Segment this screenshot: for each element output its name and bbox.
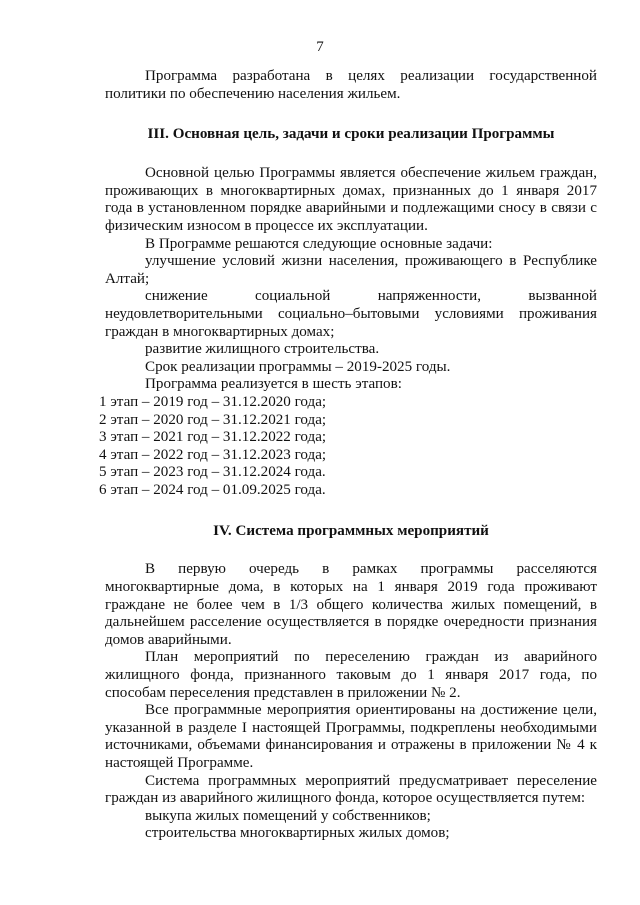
tasks-intro: В Программе решаются следующие основные задачи: (145, 235, 493, 252)
p1-line-4: дальнейшем расселение осуществляется в порядке очередности признания (105, 614, 597, 631)
intro-line-1: Программа разработана в целях реализации государственной (145, 68, 597, 84)
goal-line-1: Основной целью Программы является обеспечение жильем граждан, (145, 165, 597, 182)
intro-line-2: политики по обеспечению населения жильем. (105, 85, 401, 102)
stage-item: 1 этап – 2019 год – 31.12.2020 года; (99, 393, 327, 410)
section-4-heading: IV. Система программных мероприятий (213, 523, 489, 540)
p4-line-2: граждан из аварийного жилищного фонда, которое осуществляется путем: (105, 790, 586, 807)
task-2-line-3: граждан в многоквартирных домах; (105, 323, 335, 340)
stage-item: 2 этап – 2020 год – 31.12.2021 года; (99, 411, 327, 428)
stage-item: 6 этап – 2024 год – 01.09.2025 года. (99, 481, 326, 498)
p2-line-2: жилищного фонда, признанного таковым до 1 января 2017 года, по (105, 667, 597, 684)
stage-item: 3 этап – 2021 год – 31.12.2022 года; (99, 429, 327, 446)
document-body (99, 68, 597, 843)
stage-item: 4 этап – 2022 год – 31.12.2023 года; (99, 446, 327, 463)
p2-line-3: способам переселения представлен в приложении № 2. (105, 684, 461, 701)
task-2-line-2: неудовлетворительными социально–бытовыми условиями проживания (105, 305, 597, 322)
p3-line-4: настоящей Программе. (105, 755, 254, 771)
method-item-2: строительства многоквартирных жилых домов; (145, 825, 450, 842)
p2-line-1: План мероприятий по переселению граждан из аварийного (145, 649, 597, 666)
p3-line-2: указанной в разделе I настоящей Программы, подкреплены необходимыми (105, 719, 597, 736)
page-number: 7 (316, 39, 324, 55)
p3-line-3: источниками, объемами финансирования и отражены в приложении № 4 к (105, 737, 597, 754)
stage-item: 5 этап – 2023 год – 31.12.2024 года. (99, 464, 326, 481)
p1-line-3: граждане не более чем в 1/3 общего количества жилых помещений, в (105, 596, 597, 613)
task-1-line-1: улучшение условий жизни населения, проживающего в Республике (145, 253, 597, 270)
p1-line-2: многоквартирные дома, в которых на 1 января 2019 года проживают (105, 579, 597, 596)
method-item-1: выкупа жилых помещений у собственников; (145, 807, 431, 824)
goal-line-3: года в установленном порядке аварийными и подлежащими сносу в связи с (105, 200, 597, 217)
task-2-line-1: снижение социальной напряженности, вызванной (145, 288, 597, 305)
task-1-line-2: Алтай; (105, 270, 150, 287)
stages-list (99, 394, 597, 500)
section-3-heading: III. Основная цель, задачи и сроки реализации Программы (147, 126, 555, 143)
goal-line-2: проживающих в многоквартирных домах, признанных до 1 января 2017 (105, 182, 597, 199)
goal-line-4: физическим износом в процессе их эксплуатации. (105, 217, 428, 234)
p3-line-1: Все программные мероприятия ориентированы на достижение цели, (145, 702, 597, 719)
p1-line-1: В первую очередь в рамках программы расселяются (145, 561, 597, 578)
stages-intro: Программа реализуется в шесть этапов: (145, 376, 402, 393)
p1-line-5: домов аварийными. (105, 631, 232, 648)
p4-line-1: Система программных мероприятий предусматривает переселение (145, 772, 597, 789)
program-term: Срок реализации программы – 2019-2025 годы. (145, 358, 451, 375)
task-3: развитие жилищного строительства. (145, 341, 380, 358)
